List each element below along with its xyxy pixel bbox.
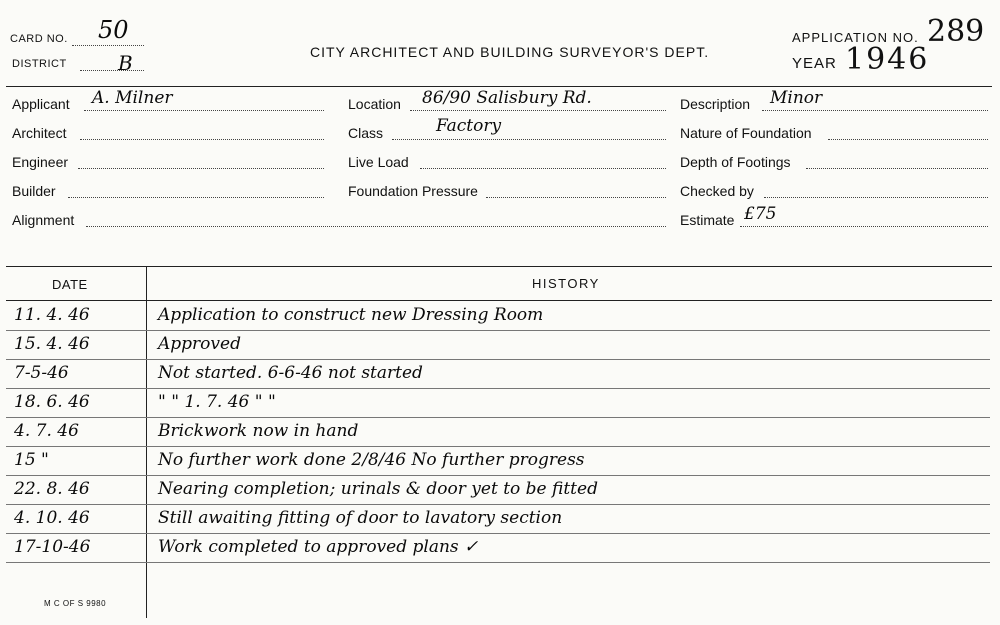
depth-of-footings-label: Depth of Footings	[680, 154, 791, 170]
history-date: 7-5-46	[14, 363, 69, 383]
history-column-header: HISTORY	[532, 276, 600, 291]
application-value: 289	[927, 14, 985, 49]
location-label: Location	[348, 96, 401, 112]
district-label: DISTRICT	[12, 58, 67, 70]
fields-rule	[6, 266, 992, 267]
history-row-rule	[6, 359, 990, 360]
card-no-label: CARD NO.	[10, 33, 68, 45]
history-row-rule	[6, 533, 990, 534]
applicant-label: Applicant	[12, 96, 70, 112]
history-entry: Application to construct new Dressing Room	[158, 305, 544, 325]
architect-label: Architect	[12, 125, 67, 141]
card-no-value: 50	[98, 16, 129, 44]
foundation-pressure-label: Foundation Pressure	[348, 183, 478, 199]
history-date: 17-10-46	[14, 537, 91, 557]
date-column-divider	[146, 266, 147, 618]
checked-by-label: Checked by	[680, 183, 754, 199]
estimate-label: Estimate	[680, 212, 735, 228]
description-label: Description	[680, 96, 751, 112]
builder-label: Builder	[12, 183, 56, 199]
history-date: 15. 4. 46	[14, 334, 90, 354]
year-label: YEAR	[792, 55, 837, 72]
history-date: 18. 6. 46	[14, 392, 90, 412]
history-entry: No further work done 2/8/46 No further progress	[158, 450, 585, 470]
history-date: 11. 4. 46	[14, 305, 90, 325]
history-entry: " " 1. 7. 46 " "	[158, 392, 276, 412]
description-value: Minor	[770, 88, 823, 108]
history-row-rule	[6, 446, 990, 447]
history-date: 4. 10. 46	[14, 508, 90, 528]
department-title: CITY ARCHITECT AND BUILDING SURVEYOR'S DEPT.	[310, 44, 710, 60]
application-label: APPLICATION NO.	[792, 30, 919, 45]
header-rule	[6, 86, 992, 87]
card-no-line	[72, 45, 144, 46]
district-line	[80, 70, 144, 71]
history-date: 22. 8. 46	[14, 479, 90, 499]
nature-of-foundation-label: Nature of Foundation	[680, 125, 812, 141]
history-row-rule	[6, 475, 990, 476]
location-value: 86/90 Salisbury Rd.	[422, 88, 592, 108]
history-entry: Brickwork now in hand	[158, 421, 359, 441]
history-date: 15 "	[14, 450, 49, 470]
history-row-rule	[6, 330, 990, 331]
history-date: 4. 7. 46	[14, 421, 79, 441]
estimate-value: £75	[744, 204, 777, 224]
history-row-rule	[6, 388, 990, 389]
year-value: 1946	[845, 42, 930, 77]
history-entry: Work completed to approved plans ✓	[158, 537, 479, 557]
date-column-header: DATE	[52, 277, 88, 292]
history-entry: Still awaiting fitting of door to lavatory section	[158, 508, 563, 528]
live-load-label: Live Load	[348, 154, 409, 170]
district-value: B	[118, 51, 133, 75]
history-entry: Approved	[158, 334, 241, 354]
history-entry: Nearing completion; urinals & door yet to be fitted	[158, 479, 598, 499]
engineer-label: Engineer	[12, 154, 69, 170]
history-entry: Not started. 6-6-46 not started	[158, 363, 423, 383]
form-code: M C OF S 9980	[44, 599, 107, 608]
history-row-rule	[6, 417, 990, 418]
alignment-label: Alignment	[12, 212, 75, 228]
table-header-rule	[6, 300, 992, 301]
applicant-value: A. Milner	[92, 88, 173, 108]
class-value: Factory	[436, 116, 502, 136]
history-row-rule	[6, 504, 990, 505]
history-row-rule	[6, 562, 990, 563]
class-label: Class	[348, 125, 384, 141]
